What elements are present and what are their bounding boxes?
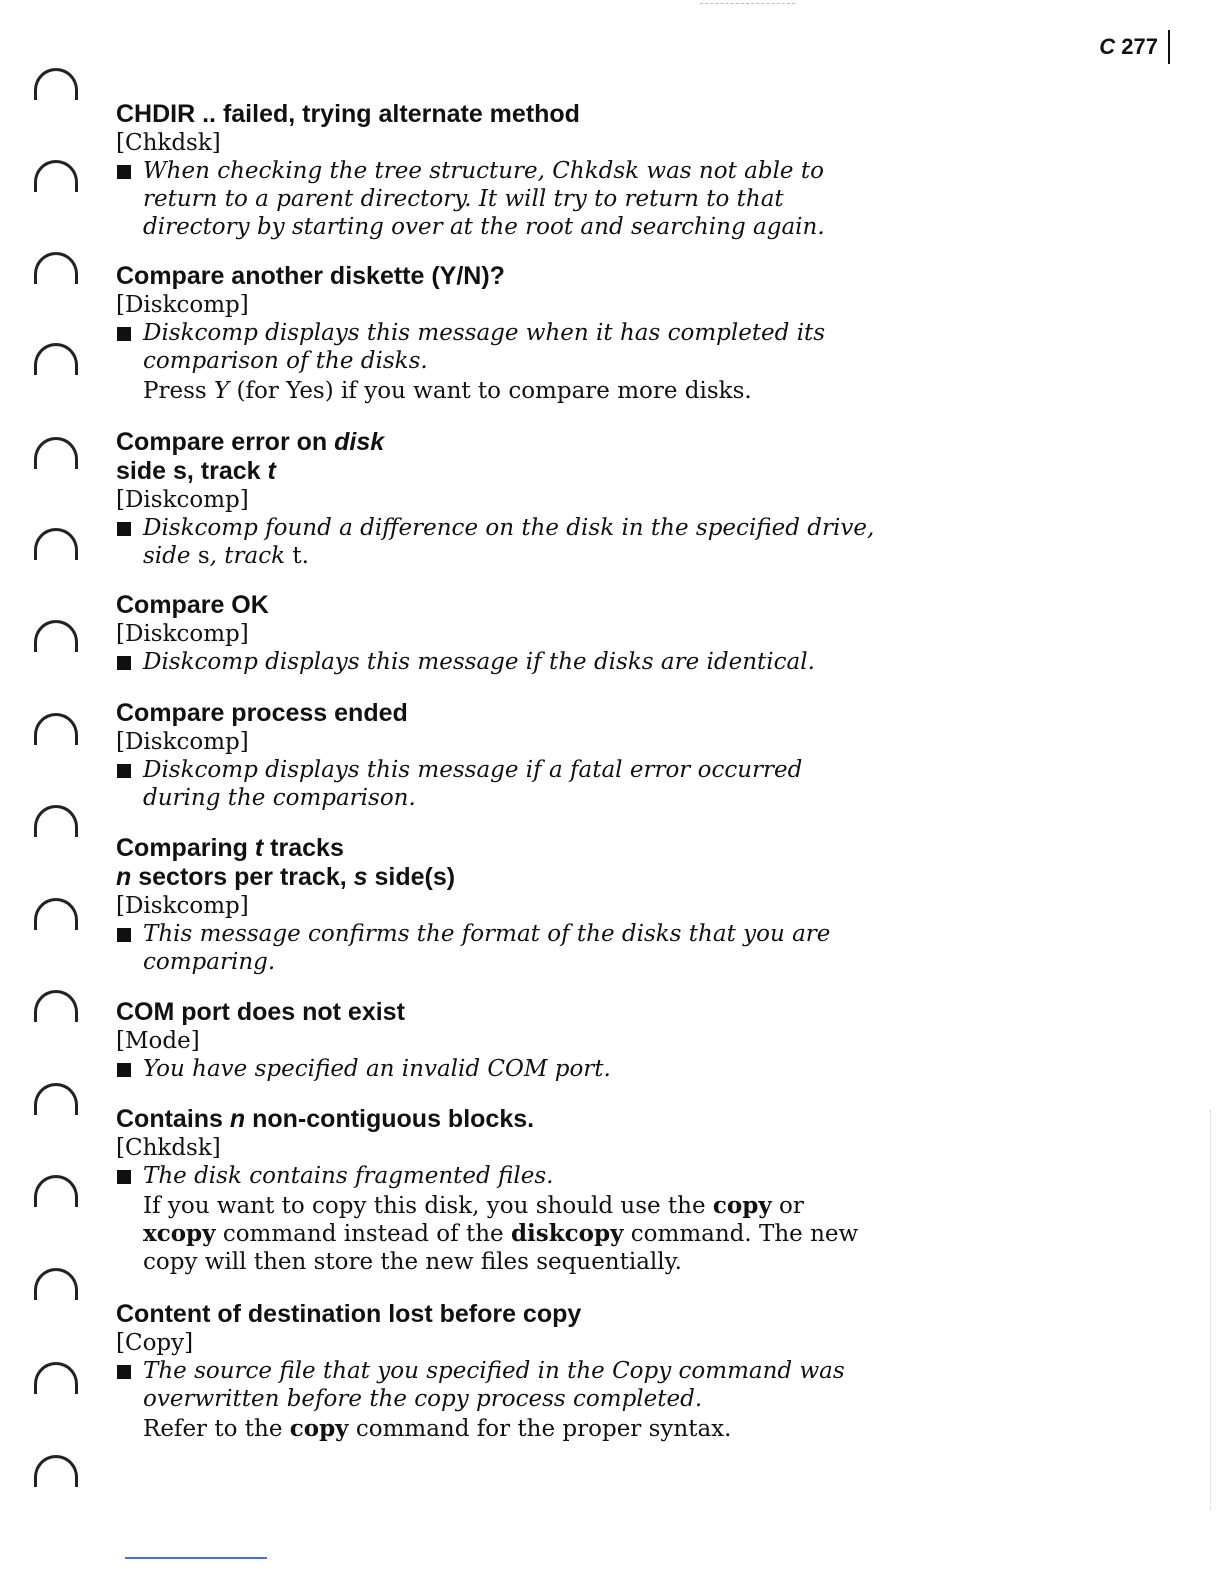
binder-hole (34, 990, 78, 1022)
command-name: [Diskcomp] (116, 487, 249, 513)
message-title-line-2: side s, track t (116, 457, 276, 485)
message-entry (116, 428, 876, 570)
binder-hole (34, 1362, 78, 1394)
bullet-icon (117, 1365, 131, 1379)
message-entry (116, 699, 876, 812)
bullet-icon (117, 522, 131, 536)
binder-hole (34, 1175, 78, 1207)
binder-hole (34, 1083, 78, 1115)
command-name: [Chkdsk] (116, 1135, 221, 1161)
message-note: Press Y (for Yes) if you want to compare more disks. (143, 378, 752, 404)
message-explanation: Diskcomp displays this message when it has completed its comparison of the disks. (116, 319, 876, 375)
message-explanation: This message confirms the format of the disks that you are comparing. (116, 920, 876, 976)
bullet-icon (117, 1170, 131, 1184)
page-number-rule (1168, 30, 1170, 64)
command-name: [Diskcomp] (116, 292, 249, 318)
message-entry (116, 1105, 876, 1276)
message-explanation: The source file that you specified in the Copy command was overwritten before the copy process completed. (116, 1357, 876, 1413)
binder-hole (34, 898, 78, 930)
message-title: Compare OK (116, 591, 269, 619)
message-explanation: The disk contains fragmented files. (116, 1162, 876, 1190)
message-note: If you want to copy this disk, you should use the copy or xcopy command instead of the diskcopy command. The new copy will then store the new files sequentially. (143, 1192, 859, 1275)
command-name: [Chkdsk] (116, 130, 221, 156)
message-entry (116, 262, 876, 405)
binder-hole (34, 160, 78, 192)
command-name: [Copy] (116, 1330, 194, 1356)
bullet-icon (117, 165, 131, 179)
page-number: C 277 (1099, 34, 1158, 59)
binder-hole (34, 805, 78, 837)
scan-artifact (125, 1557, 267, 1559)
message-title-line-2: n sectors per track, s side(s) (116, 863, 456, 891)
message-title: Compare error on disk (116, 428, 385, 456)
binder-hole (34, 343, 78, 375)
binder-hole (34, 1268, 78, 1300)
bullet-icon (117, 656, 131, 670)
message-entry (116, 100, 876, 241)
message-explanation: You have specified an invalid COM port. (116, 1055, 876, 1083)
bullet-icon (117, 764, 131, 778)
binder-hole (34, 620, 78, 652)
message-entry (116, 1300, 876, 1443)
scan-artifact (700, 3, 795, 4)
message-entry (116, 834, 876, 976)
binder-hole (34, 437, 78, 469)
binder-hole (34, 68, 78, 100)
binder-hole (34, 713, 78, 745)
binder-hole (34, 1455, 78, 1487)
message-explanation: Diskcomp found a difference on the disk in the specified drive, side s, track t. (116, 514, 876, 570)
message-title: Comparing t tracks (116, 834, 344, 862)
command-name: [Diskcomp] (116, 893, 249, 919)
bullet-icon (117, 1063, 131, 1077)
command-name: [Diskcomp] (116, 621, 249, 647)
command-name: [Mode] (116, 1028, 200, 1054)
binder-hole (34, 528, 78, 560)
message-explanation: When checking the tree structure, Chkdsk was not able to return to a parent directory. It will try to return to that directory by starting over at the root and searching again. (116, 157, 876, 241)
message-title: CHDIR .. failed, trying alternate method (116, 100, 580, 128)
message-title: Compare another diskette (Y/N)? (116, 262, 505, 290)
message-title: COM port does not exist (116, 998, 405, 1026)
command-name: [Diskcomp] (116, 729, 249, 755)
message-explanation: Diskcomp displays this message if a fatal error occurred during the comparison. (116, 756, 876, 812)
bullet-icon (117, 327, 131, 341)
message-entry (116, 591, 876, 676)
message-explanation: Diskcomp displays this message if the disks are identical. (116, 648, 876, 676)
scan-artifact (1210, 1110, 1211, 1510)
message-title: Contains n non-contiguous blocks. (116, 1105, 535, 1133)
bullet-icon (117, 928, 131, 942)
message-title: Content of destination lost before copy (116, 1300, 582, 1328)
message-note: Refer to the copy command for the proper syntax. (143, 1415, 732, 1442)
message-entry (116, 998, 876, 1083)
binder-hole (34, 252, 78, 284)
message-title: Compare process ended (116, 699, 408, 727)
